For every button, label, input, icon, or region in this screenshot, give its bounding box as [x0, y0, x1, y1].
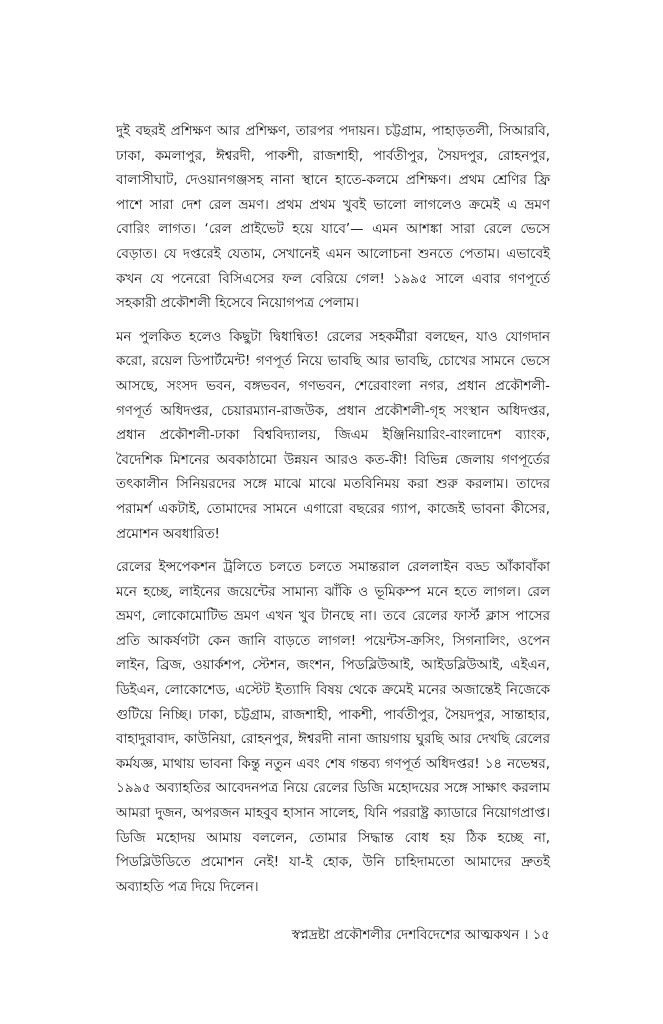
page-footer: স্বপ্নদ্রষ্টা প্রকৌশলীর দেশবিদেশের আত্মকথন । ১৫ — [291, 928, 550, 943]
paragraph-1: দুই বছরই প্রশিক্ষণ আর প্রশিক্ষণ, তারপর পদায়ন। চট্টগ্রাম, পাহাড়তলী, সিআরবি, ঢাকা, কমলাপুর, ঈশ্বরদী, পাকশী, রাজশাহী, পার্বতীপুর, সৈয়দপুর, রোহনপুর, বালাসীঘাট, দেওয়ানগঞ্জসহ নানা স্থানে হাতে-কলমে প্রশিক্ষণ। প্রথম শ্রেণির ফ্রি পাশে সারা দেশ রেল ভ্রমণ। প্রথম প্রথম খুবই ভালো লাগলেও ক্রমেই এ ভ্রমণ বোরিং লাগত। ‘রেল প্রাইভেট হয়ে যাবে’— এমন আশঙ্কা সারা রেলে ভেসে বেড়াত। যে দপ্তরেই যেতাম, সেখানেই এমন আলোচনা শুনতে পেতাম। এভাবেই কখন যে পনেরো বিসিএসের ফল বেরিয়ে গেল! ১৯৯৫ সালে এবার গণপূর্তে সহকারী প্রকৌশলী হিসেবে নিয়োগপত্র পেলাম। — [116, 124, 550, 312]
paragraph-3: রেলের ইন্সপেকশন ট্রলিতে চলতে চলতে সমান্তরাল রেললাইন বড্ড আঁকাবাঁকা মনে হচ্ছে, লাইনের জয়েন্টের সামান্য ঝাঁকি ও ভূমিকম্প মনে হতে লাগল। রেল ভ্রমণ, লোকোমোটিভ ভ্রমণ এখন খুব টানছে না। তবে রেলের ফার্স্ট ক্লাস পাসের প্রতি আকর্ষণটা কেন জানি বাড়তে লাগল! পয়েন্টস-ক্রসিং, সিগনালিং, ওপেন লাইন, ব্রিজ, ওয়ার্কশপ, স্টেশন, জংশন, পিডব্লিউআই, আইডব্লিউআই, এইএন, ডিইএন, লোকোশেড, এস্টেট ইত্যাদি বিষয় থেকে ক্রমেই মনের অজান্তেই নিজেকে গুটিয়ে নিচ্ছি। ঢাকা, চট্টগ্রাম, রাজশাহী, পাকশী, পার্বতীপুর, সৈয়দপুর, সান্তাহার, বাহাদুরাবাদ, কাউনিয়া, রোহনপুর, ঈশ্বরদী নানা জায়গায় ঘুরছি আর দেখছি রেলের কর্মযজ্ঞ, মাথায় ভাবনা কিন্তু নতুন এবং শেষ গন্তব্য গণপূর্ত অধিদপ্তর! ১৪ নভেম্বর, ১৯৯৫ অব্যাহতির আবেদনপত্র নিয়ে রেলের ডিজি মহোদয়ের সঙ্গে সাক্ষাৎ করলাম আমরা দুজন, অপরজন মাহবুব হাসান সালেহ, যিনি পররাষ্ট্র ক্যাডারে নিয়োগপ্রাপ্ত। ডিজি মহোদয় আমায় বললেন, তোমার সিদ্ধান্ত বোধ হয় ঠিক হচ্ছে না, পিডব্লিউডিতে প্রমোশন নেই! যা-ই হোক, উনি চাহিদামতো আমাদের দ্রুতই অব্যাহতি পত্র দিয়ে দিলেন। — [116, 560, 550, 895]
body-text — [116, 120, 550, 909]
paragraph-2: মন পুলকিত হলেও কিছুটা দ্বিধান্বিত! রেলের সহকর্মীরা বলছেন, যাও যোগদান করো, রয়েল ডিপার্টমেন্ট! গণপূর্ত নিয়ে ভাবছি আর ভাবছি, চোখের সামনে ভেসে আসছে, সংসদ ভবন, বঙ্গভবন, গণভবন, শেরেবাংলা নগর, প্রধান প্রকৌশলী-গণপূর্ত অধিদপ্তর, চেয়ারম্যান-রাজউক, প্রধান প্রকৌশলী-গৃহ সংস্থান অধিদপ্তর, প্রধান প্রকৌশলী-ঢাকা বিশ্ববিদ্যালয়, জিএম ইঞ্জিনিয়ারিং-বাংলাদেশ ব্যাংক, বৈদেশিক মিশনের অবকাঠামো উন্নয়ন আরও কত-কী! বিভিন্ন জেলায় গণপূর্তের তৎকালীন সিনিয়রদের সঙ্গে মাঝে মাঝে মতবিনিময় করা শুরু করলাম। তাদের পরামর্শ একটাই, তোমাদের সামনে এগারো বছরের গ্যাপ, কাজেই ভাবনা কীসের, প্রমোশন অবধারিত! — [116, 329, 550, 542]
